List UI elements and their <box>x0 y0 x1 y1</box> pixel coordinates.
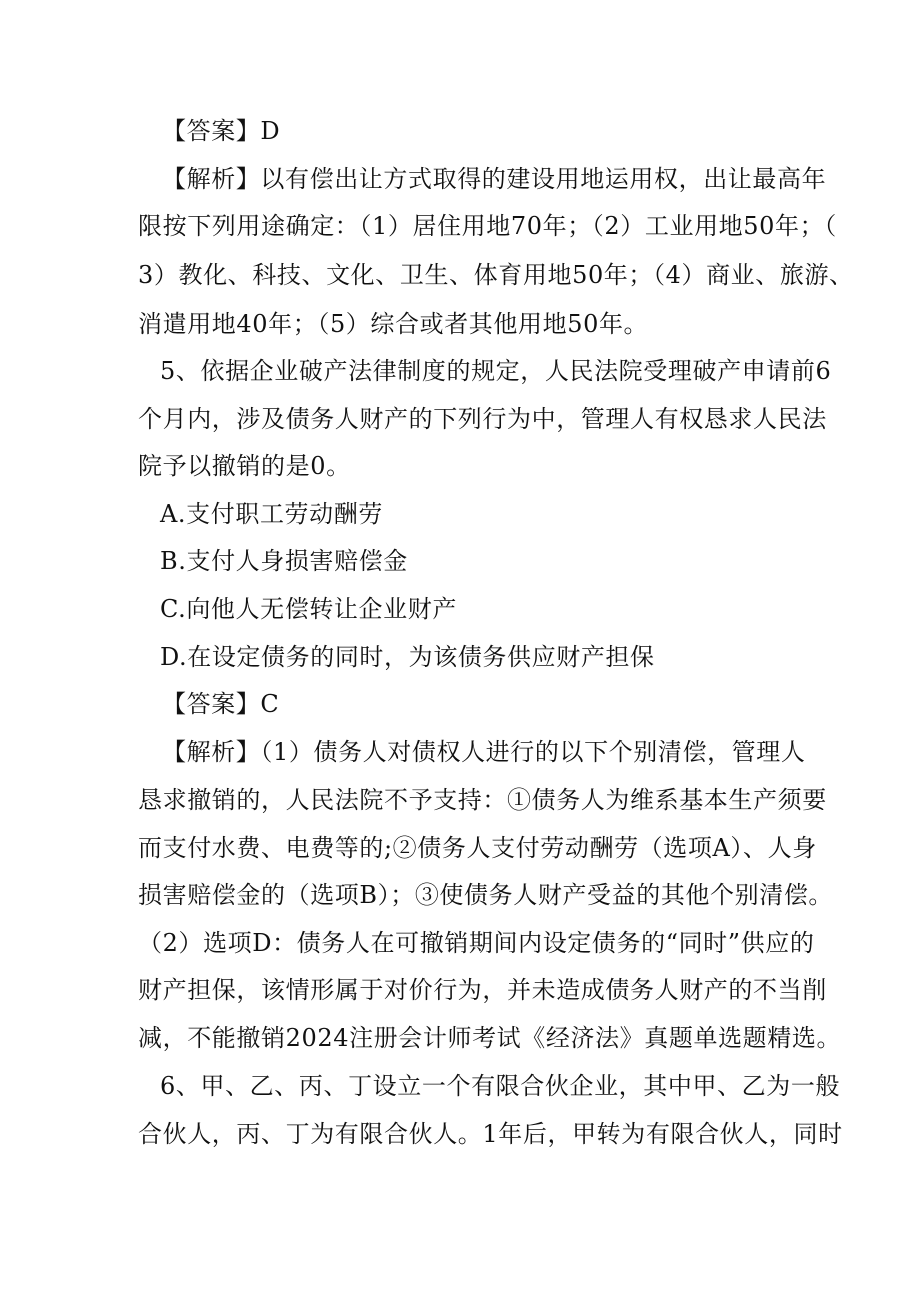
paragraph-line: 消遣用地40年；（5）综合或者其他用地50年。 <box>138 310 649 338</box>
question-line: 个月内，涉及债务人财产的下列行为中，管理人有权恳求人民法 <box>138 405 827 433</box>
question-line: 合伙人，丙、丁为有限合伙人。1年后，甲转为有限合伙人，同时 <box>138 1120 843 1148</box>
option-c: C.向他人无偿转让企业财产 <box>160 595 457 623</box>
option-d: D.在设定债务的同时，为该债务供应财产担保 <box>160 643 655 671</box>
question-line: 6、甲、乙、丙、丁设立一个有限合伙企业，其中甲、乙为一般 <box>160 1072 841 1100</box>
analysis-line: 【解析】以有偿出让方式取得的建设用地运用权，出让最高年 <box>162 165 827 193</box>
analysis-line: 【解析】（1）债务人对债权人进行的以下个别清偿，管理人 <box>162 738 806 766</box>
paragraph-line: 3）教化、科技、文化、卫生、体育用地50年；（4）商业、旅游、 <box>138 261 854 289</box>
answer-line: 【答案】C <box>162 690 280 718</box>
paragraph-line: 减，不能撤销2024注册会计师考试《经济法》真题单选题精选。 <box>138 1024 842 1052</box>
question-line: 院予以撤销的是0。 <box>138 452 351 480</box>
paragraph-line: 恳求撤销的，人民法院不予支持：①债务人为维系基本生产须要 <box>138 786 827 814</box>
answer-line: 【答案】D <box>162 117 281 145</box>
paragraph-line: 财产担保，该情形属于对价行为，并未造成债务人财产的不当削 <box>138 976 827 1004</box>
option-a: A.支付职工劳动酬劳 <box>160 500 383 528</box>
question-line: 5、依据企业破产法律制度的规定，人民法院受理破产申请前6 <box>160 357 832 385</box>
paragraph-line: （2）选项D：债务人在可撤销期间内设定债务的“同时”供应的 <box>138 929 815 957</box>
option-b: B.支付人身损害赔偿金 <box>160 547 408 575</box>
paragraph-line: 限按下列用途确定：（1）居住用地70年；（2）工业用地50年；（ <box>138 212 837 240</box>
paragraph-line: 损害赔偿金的（选项B）；③使债务人财产受益的其他个别清偿。 <box>138 881 834 909</box>
paragraph-line: 而支付水费、电费等的;②债务人支付劳动酬劳（选项A）、人身 <box>138 834 817 862</box>
